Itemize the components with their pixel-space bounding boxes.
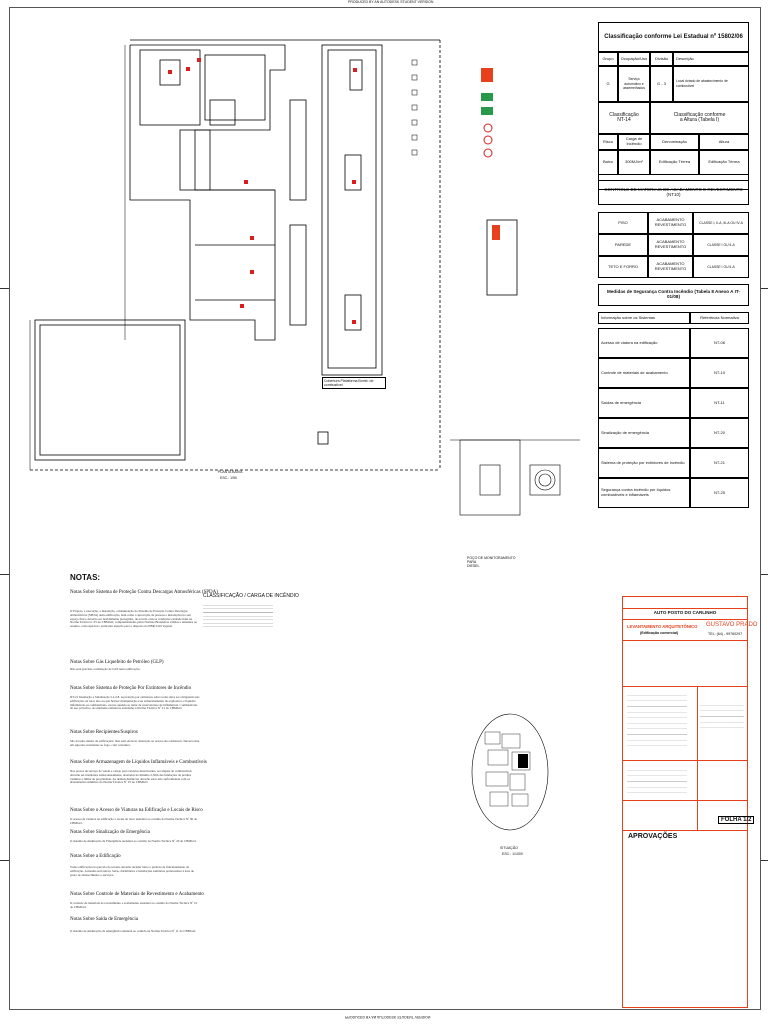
title-info-lines [627,690,687,750]
note-body: O sistema de sinalização de emergência atenderá ao contido na Norma Técnica Nº 11 do CBMGO. [70,929,196,933]
measures-row-system: Saídas de emergência [598,388,690,418]
note-heading: Notas Sobre Sinalização de Emergência [70,830,150,835]
situation-scale: ESC.: 1/1000 [502,852,523,856]
finishing-row-kind: ACABAMENTO REVESTIMENTO [648,212,693,234]
title-vert-divider [697,686,698,830]
measures-row-system: Sistema de proteção por extintores de incêndio [598,448,690,478]
note-heading: Notas Sobre Recipientes/Suspiros [70,730,138,735]
finishing-row-place: PAREDE [598,234,648,256]
row-ocupacao: Serviço automotivo e assemelhados [618,66,650,102]
fire-load-text-block [203,602,273,627]
author-phone: TEL: (64) - 99760297 [708,632,743,636]
finishing-row-kind: ACABAMENTO REVESTIMENTO [648,256,693,278]
note-body: Nos postos de serviço de venda a varejo para veículos motorizados, os tanques de combustíveis deverão ser instalados subterraneamente, afastados no mínimo 2,50m das fundações de prédios vizinhos e limite de propriedade. As demais distâncias deverão estar em conformidade com os afastamentos mínimos da Norma Técnica Nº 25 do CBMGO. [70,769,192,785]
right-margin-tick [761,860,768,861]
row-divisao: G - 3 [650,66,673,102]
note-heading: Notas Sobre a Edificação [70,854,121,859]
measures-row-system: Controle de materiais de acabamento [598,358,690,388]
sheet-number: FOLHA 1/2 [718,816,754,824]
measures-col-ref: Referência Normativa [690,312,749,324]
author-name: GUSTAVO PRADO [706,622,758,628]
note-body: São locados dentro de edificações; mas sem oferecer obstrução ao acesso dos extintores. Deverá estar em suportes resistentes ao fogo, com cobertura. [70,739,200,747]
note-body: O sistema de sinalização de Emergência atenderá ao contido na Norma Técnica Nº 20 do CBMGO. [70,839,197,843]
project-subtitle2: (Edificação comercial) [640,631,679,635]
title-info-lines [627,765,687,795]
fire-load-title: CLASSIFICAÇÃO / CARGA DE INCÊNDIO [203,593,299,599]
sub-col-risco: Risco [598,134,618,150]
measures-row-ref: NT-11 [690,388,749,418]
measures-row-ref: NT-25 [690,478,749,508]
measures-row-ref: NT-20 [690,418,749,448]
finishing-row-place: TETO E FORRO [598,256,648,278]
sub-col-altura: Altura [699,134,749,150]
title-divider [622,830,748,831]
note-body: O controle de materiais de revestimento e acabamento atenderá ao contido na Norma Técnica Nº 10 do CBMGO. [70,901,198,909]
plan-scale: ESC.: 1/50 [220,476,237,480]
sub-col-carga: Carga de Incêndio [618,134,650,150]
title-divider [622,800,748,801]
class-nt14: Classificação NT-14 [598,102,650,134]
col-descricao: Descrição [673,52,749,66]
measures-row-ref: NT-21 [690,448,749,478]
note-heading: Notas Sobre Gás Liquefeito de Petróleo (GLP) [70,660,164,665]
note-body: Não será previsto a utilização de GLP nesta edificação. [70,667,141,671]
measures-row-ref: NT-10 [690,358,749,388]
note-heading: Notas Sobre Sistema de Proteção Por Extintores de Incêndio [70,686,192,691]
measures-row-ref: NT-06 [690,328,749,358]
plan-label: PLANTA BAIXA [218,470,243,474]
note-body: O acesso de viaturas na edificação e locais de risco atenderá ao contido na Norma Técnica Nº 06 do CBMGO. [70,817,198,825]
note-body: O Projeto, a execução, a instalação, a manutenção do Sistema de Proteção Contra Descargas Atmosféricas (SPDA) desta edificação, bem como a aprovação de pessoas e instalações no seu espaço físico deverão ser devidamente protegidos, de acordo com as condições estabelecidas na Norma Técnica n. 05 do CBMGO, complementadas pelas Normas Brasileiras válidas e atinentes ao assunto, com especial e particular atenção para o disposto na NBR 5419 vigente. [70,609,197,629]
note-heading: Notas Sobre Saída de Emergência [70,917,138,922]
project-subtitle: LEVANTAMENTO ARQUITETÔNICO [627,624,698,629]
sub-row-carga: 300MJ/m² [618,150,650,175]
note-heading: Notas Sobre Armazenagem de Líquidos Inflamáveis e Combustíveis [70,760,207,765]
class-height: Classificação conforme a Altura (Tabela I) [650,102,749,134]
finishing-row-class: CLASSE I OU II-A [693,256,749,278]
situation-map [470,712,550,847]
title-divider [622,640,748,641]
title-divider [622,760,748,761]
col-ocupacao: Ocupação/Uso [618,52,650,66]
note-body: Todas edificações na parcela do terreno deverão atender tanto o período de funcionamento da edificação. A mesma será térrea. Salas, dormitórios e instalações sanitárias pertencentes à área do posto de abastecimento e serviços. [70,865,195,877]
note-heading: Notas Sobre Sistema de Proteção Contra Descargas Atmosféricas (SPDA) [70,590,218,595]
finishing-row-class: CLASSE I, II-A, III-A OU IV-A [693,212,749,234]
finishing-row-class: CLASSE I OU II-A [693,234,749,256]
note-heading: Notas Sobre o Acesso de Viaturas na Edificação e Locais de Risco [70,808,203,813]
row-grupo: G [598,66,618,102]
col-grupo: Grupo [598,52,618,66]
finishing-row-place: PISO [598,212,648,234]
bottom-stamp: PRODUCED BY AN AUTODESK STUDENT VERSION [345,1015,431,1020]
top-stamp: PRODUCED BY AN AUTODESK STUDENT VERSION [348,0,434,4]
sub-row-denominacao: Edificação Térrea [650,150,699,175]
col-divisao: Divisão [650,52,673,66]
trench-label: Cobertura Plataforma Bomb. de combustível [322,377,386,389]
title-block [622,596,748,1008]
measures-row-system: Acesso de viatura na edificação [598,328,690,358]
notes-title: NOTAS: [70,573,101,582]
measures-col-system: Informação sobre os Sistemas [598,312,690,324]
title-divider [622,686,748,687]
sub-row-risco: Baixo [598,150,618,175]
floor-plan-drawing [0,0,600,580]
situation-label: SITUAÇÃO [500,846,518,850]
measures-row-system: Sinalização de emergência [598,418,690,448]
right-margin-tick [761,288,768,289]
well-label: POÇO DE MONITORAMENTO PARA DIESEL [467,556,516,569]
right-margin-tick [761,574,768,575]
row-descricao: Local dotado de abastecimento de combustível [673,66,749,102]
finishing-title: CONTROLE DE MATERIAIS DE ACABAMENTO E REVESTIMENTO (NT10) [598,180,749,205]
approvals-label: APROVAÇÕES [628,833,678,840]
project-name: AUTO POSTO DO CARLINHO [653,610,717,615]
note-body: NT-21 Instalação e Sinalização 5.2.2.8. A proteção por extintores sobre rodas deve ser obrigatória nas edificações de risco alto ou que houver manipulação e/ou armazenamento de explosivos e líquidos inflamáveis ou combustíveis, exceto quando se tratar de reservatórios de inflamáveis / combustíveis de uso privativo. As unidades extintoras atenderão à Norma Técnica Nº 21 do CBMGO. [70,695,200,711]
note-heading: Notas Sobre Controle de Materiais de Revestimento e Acabamento [70,892,204,897]
finishing-row-kind: ACABAMENTO REVESTIMENTO [648,234,693,256]
classification-title: Classificação conforme Lei Estadual nº 15802/06 [598,22,749,52]
left-margin-tick [0,860,9,861]
sub-col-denominacao: Denominação [650,134,699,150]
sub-row-altura: Edificação Térrea [699,150,749,175]
measures-row-system: Segurança contra incêndio por líquidos combustíveis e inflamáveis [598,478,690,508]
measures-title: Medidas de Segurança Contra Incêndio (Tabela 8 Anexo A IT-01/08) [598,284,749,306]
title-info-lines [700,700,744,730]
